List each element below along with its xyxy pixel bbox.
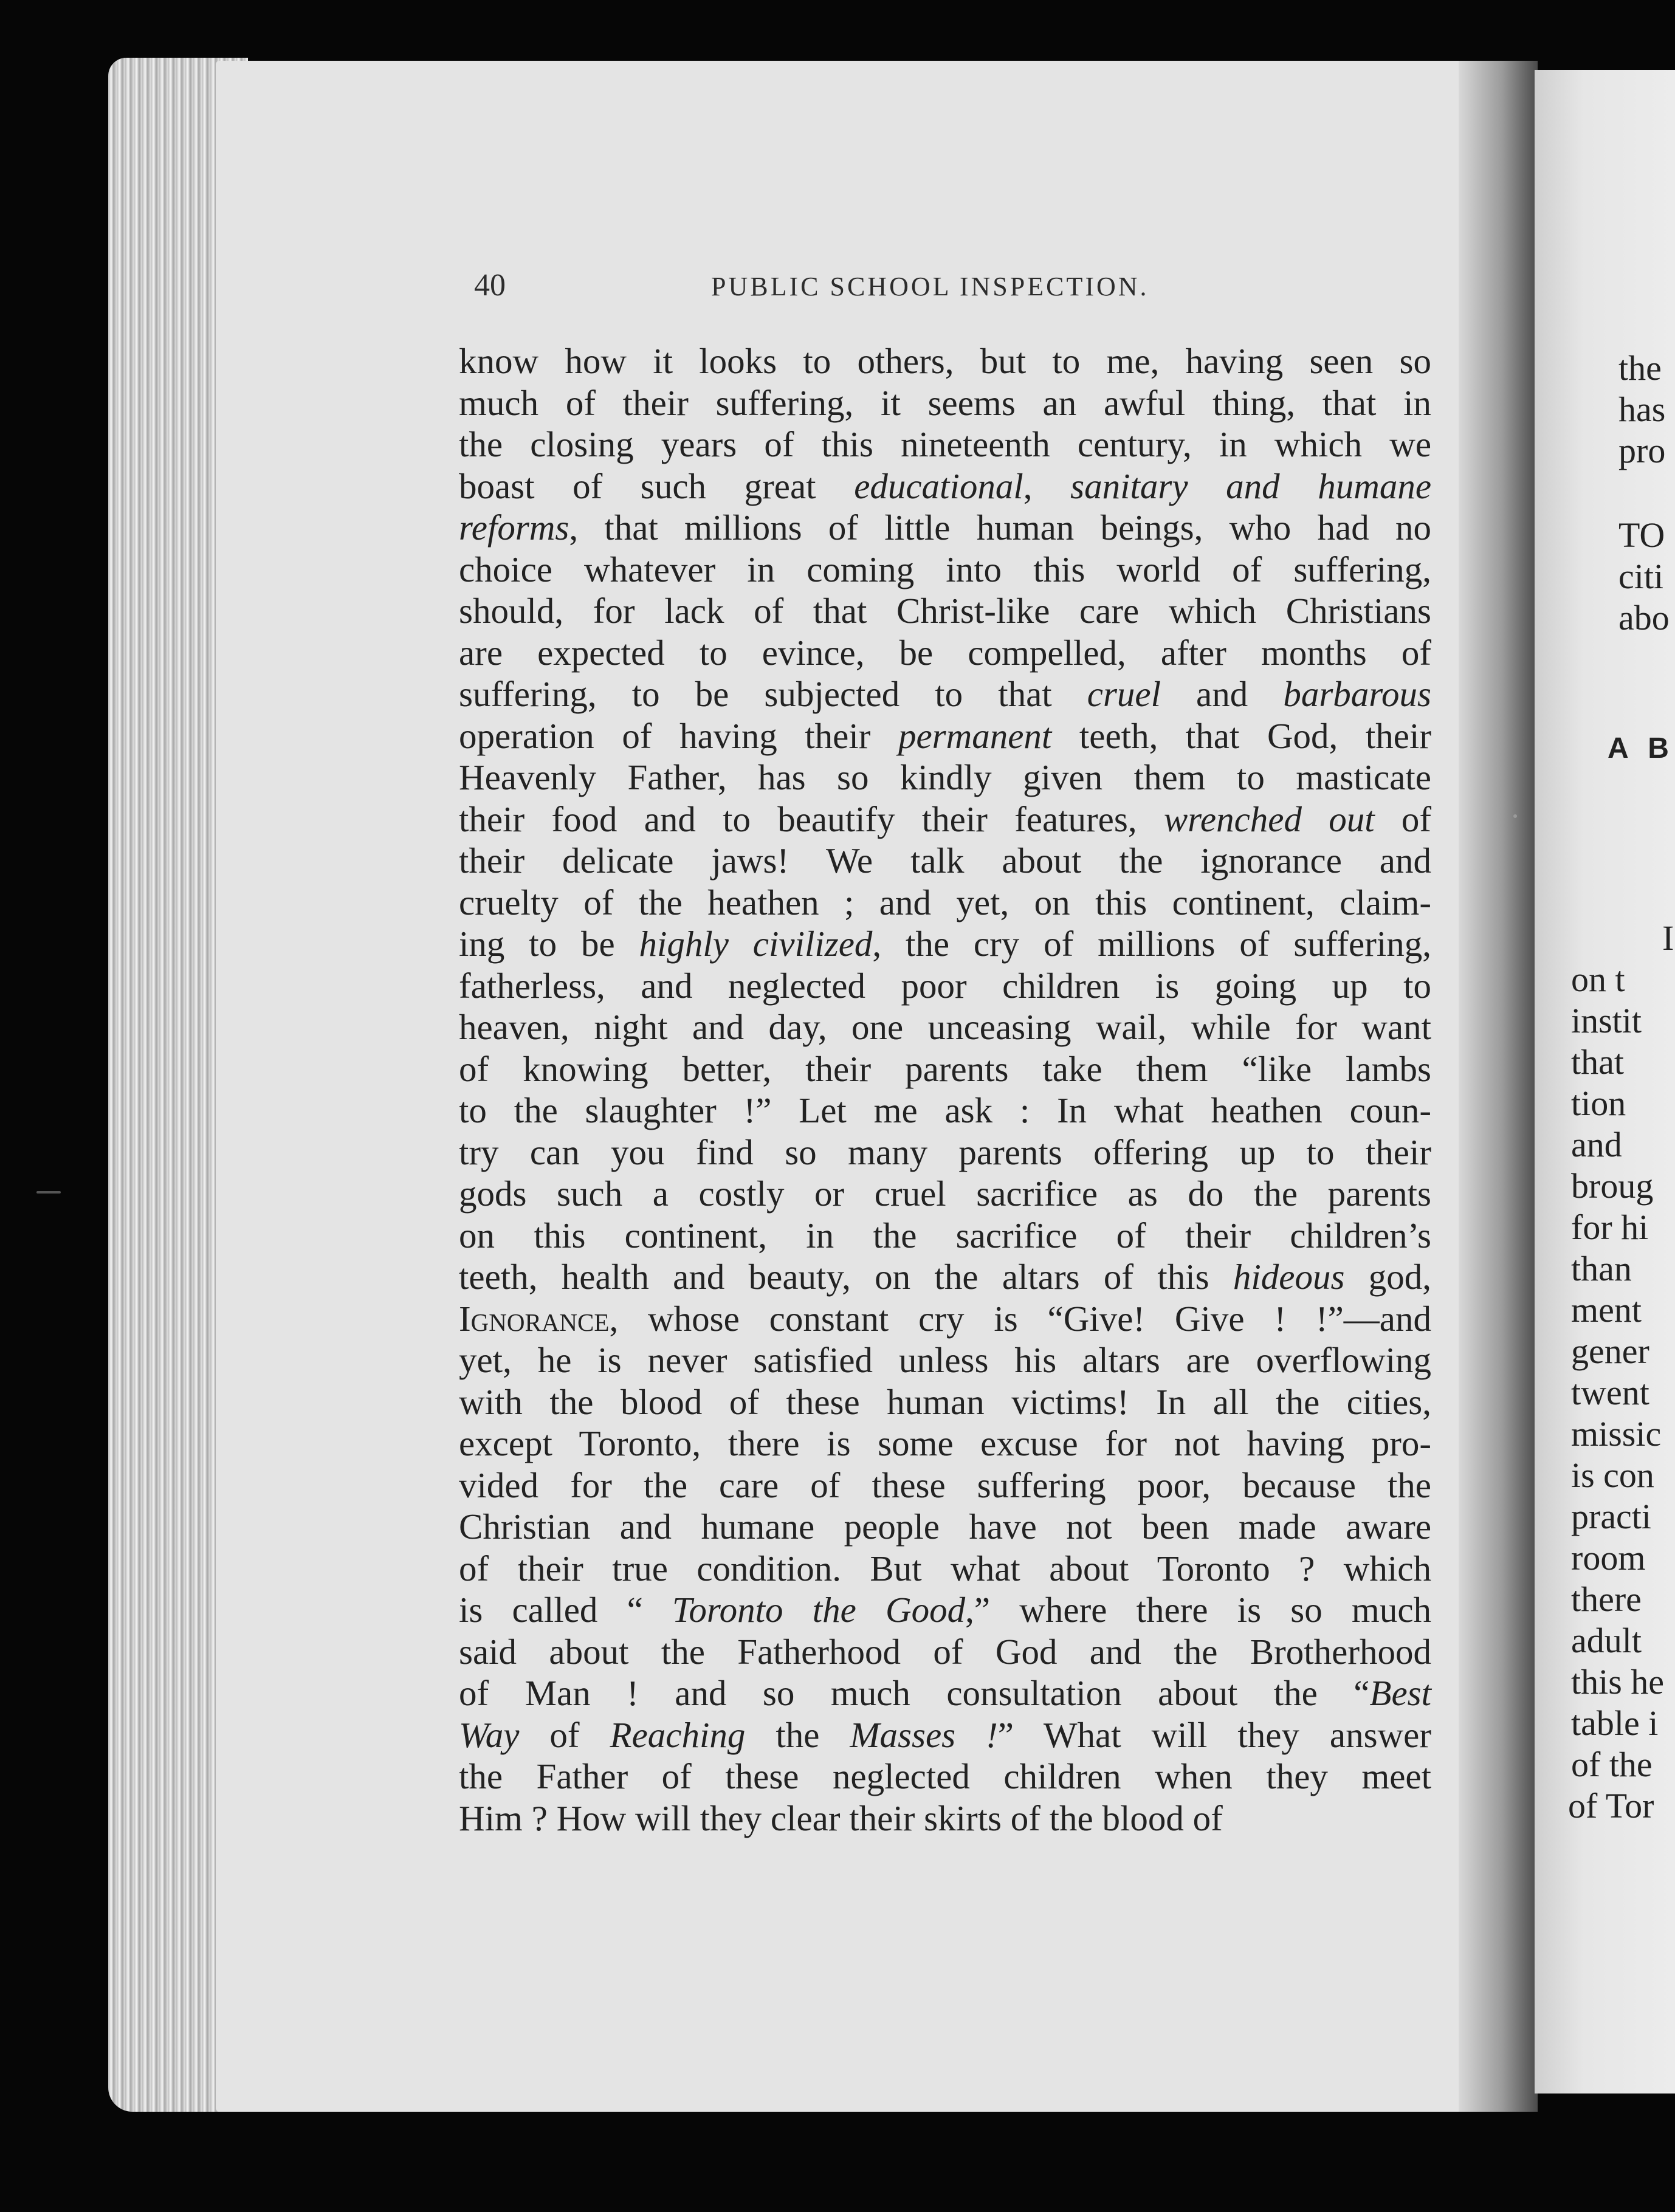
facing-page-fragment: twent: [1571, 1373, 1649, 1412]
text-line: of Man ! and so much consultation about the “Best: [459, 1673, 1431, 1713]
facing-page-fragment: broug: [1571, 1166, 1654, 1206]
italic-phrase: sanitary and humane: [1070, 465, 1432, 506]
facing-page-fragment: A B: [1608, 732, 1675, 764]
italic-phrase: hideous: [1233, 1257, 1345, 1297]
book-gutter-shadow: [1459, 61, 1538, 2112]
text-line: know how it looks to others, but to me, having seen so: [459, 341, 1431, 381]
text-line: the closing years of this nineteenth century, in which we: [459, 424, 1431, 464]
text-line: cruelty of the heathen ; and yet, on this continent, claim-: [459, 882, 1431, 922]
text-line: Him ? How will they clear their skirts of the blood of: [459, 1798, 1223, 1838]
facing-page-fragment: gener: [1571, 1331, 1649, 1371]
facing-page-fragment: ment: [1571, 1290, 1642, 1330]
text-line: of knowing better, their parents take them “like lambs: [459, 1048, 1431, 1089]
facing-page-fragment: and: [1571, 1125, 1622, 1164]
text-line: reforms, that millions of little human beings, who had no: [459, 507, 1431, 548]
text-line: Way of Reaching the Masses !” What will they answer: [459, 1714, 1431, 1755]
facing-page-fragment: adult: [1571, 1621, 1642, 1660]
text-line: is called “ Toronto the Good,” where there is so much: [459, 1590, 1432, 1630]
text-line: gods such a costly or cruel sacrifice as do the parents: [459, 1173, 1431, 1214]
italic-phrase: Reaching: [610, 1714, 746, 1755]
italic-phrase: permanent: [898, 715, 1052, 756]
text-line: should, for lack of that Christ-like care which Christians: [459, 591, 1431, 631]
facing-page-fragment: tion: [1571, 1084, 1626, 1123]
text-line: suffering, to be subjected to that cruel and barbarous: [459, 674, 1432, 714]
italic-phrase: Best: [1369, 1673, 1431, 1713]
text-line: except Toronto, there is some excuse for not having pro-: [459, 1423, 1431, 1463]
text-line: operation of having their permanent teeth, that God, their: [459, 715, 1432, 756]
text-line: to the slaughter !” Let me ask : In what heathen coun-: [459, 1090, 1431, 1130]
running-head: PUBLIC SCHOOL INSPECTION.: [711, 272, 1149, 301]
text-line: Heavenly Father, has so kindly given them to masticate: [459, 757, 1431, 797]
facing-page-fragment: table i: [1571, 1703, 1659, 1743]
text-line: of their true condition. But what about Toronto ? which: [459, 1548, 1431, 1589]
facing-page-fragment: citi: [1618, 557, 1664, 596]
facing-page-fragment: on t: [1571, 960, 1625, 999]
text-line: on this continent, in the sacrifice of their children’s: [459, 1215, 1431, 1255]
facing-page-fragment: missic: [1571, 1414, 1662, 1454]
text-line: the Father of these neglected children when they meet: [459, 1756, 1431, 1796]
facing-page-fragment: of the: [1571, 1745, 1653, 1784]
text-line: said about the Fatherhood of God and the Brotherhood: [459, 1631, 1431, 1672]
facing-page-fragment: than: [1571, 1249, 1632, 1288]
italic-phrase: educational: [854, 465, 1023, 506]
italic-phrase: Masses !: [850, 1714, 998, 1755]
facing-page-fragment: TO: [1618, 515, 1665, 555]
page-number: 40: [474, 268, 506, 303]
text-line: Ignorance, whose constant cry is “Give! Give ! !”—and: [459, 1298, 1431, 1339]
italic-phrase: Way: [459, 1714, 520, 1755]
facing-page-fragment: abo: [1618, 598, 1670, 637]
text-line: ing to be highly civilized, the cry of millions of suffering,: [459, 924, 1431, 964]
text-line: teeth, health and beauty, on the altars of this hideous god,: [459, 1257, 1431, 1297]
italic-phrase: highly civilized: [639, 924, 873, 964]
paper-speck: [1513, 814, 1517, 818]
facing-page-fragment: this he: [1571, 1662, 1665, 1702]
facing-page-fragment: that: [1571, 1042, 1624, 1082]
facing-page-fragment: is con: [1571, 1455, 1654, 1495]
text-line: choice whatever in coming into this world of suffering,: [459, 549, 1431, 589]
text-line: boast of such great educational, sanitary and humane: [459, 465, 1432, 506]
text-line: their delicate jaws! We talk about the ignorance and: [459, 840, 1431, 881]
text-line: vided for the care of these suffering poor, because the: [459, 1465, 1431, 1505]
body-text: [459, 340, 1431, 1839]
italic-phrase: Toronto the Good: [672, 1590, 966, 1630]
italic-phrase: reforms: [459, 507, 569, 548]
facing-page-fragment: of Tor: [1568, 1786, 1654, 1826]
text-line: much of their suffering, it seems an awful thing, that in: [459, 382, 1431, 423]
facing-page-fragment: I: [1662, 918, 1674, 958]
facing-page-fragment: there: [1571, 1579, 1642, 1619]
scan-artifact: [36, 1191, 61, 1194]
facing-page-fragment: room: [1571, 1538, 1646, 1578]
facing-page-fragment: pro: [1618, 431, 1666, 470]
smallcaps-word: Ignorance: [459, 1298, 610, 1339]
text-line: are expected to evince, be compelled, after months of: [459, 632, 1431, 673]
italic-phrase: cruel: [1087, 674, 1161, 714]
facing-page-fragment: for hi: [1571, 1207, 1649, 1247]
page-header: [474, 267, 1203, 310]
text-line: heaven, night and day, one unceasing wail, while for want: [459, 1007, 1431, 1047]
text-line: Christian and humane people have not been made aware: [459, 1506, 1431, 1547]
facing-page-fragment: the: [1618, 348, 1662, 388]
text-line: with the blood of these human victims! In all the cities,: [459, 1381, 1431, 1422]
facing-page-fragment: has: [1618, 390, 1666, 429]
text-line: try can you find so many parents offering up to their: [459, 1132, 1431, 1172]
facing-page-fragment: instit: [1571, 1001, 1642, 1040]
text-line: their food and to beautify their features, wrenched out of: [459, 799, 1431, 839]
italic-phrase: wrenched out: [1163, 799, 1375, 839]
italic-phrase: barbarous: [1283, 674, 1432, 714]
text-line: yet, he is never satisfied unless his altars are overflowing: [459, 1340, 1431, 1380]
facing-page-fragment: practi: [1571, 1497, 1652, 1536]
text-line: fatherless, and neglected poor children is going up to: [459, 965, 1431, 1006]
